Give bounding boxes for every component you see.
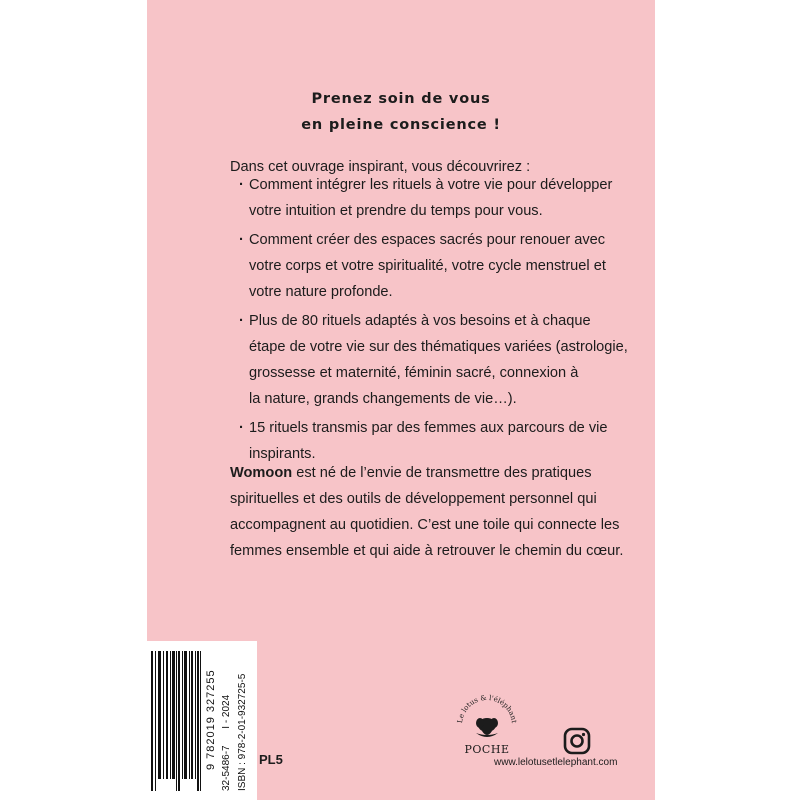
about-line-3: accompagnent au quotidien. C’est une toile qui connecte les [230,517,620,533]
bullet-item [239,172,613,224]
publisher-arc-text: Le lotus & l'éléphant [456,693,518,724]
about-line-1 [230,460,623,486]
price-code: PL5 [259,752,283,767]
product-code-number: 32-5486-7 [221,745,232,791]
bullet-line: inspirants. [249,446,316,462]
barcode-bars [151,651,201,791]
intro-text: Dans cet ouvrage inspirant, vous découvrirez : [230,159,531,175]
headline-line-1: Prenez soin de vous [311,91,491,107]
barcode-label [147,641,257,800]
brand-name: Womoon [230,465,293,481]
bullet-line: étape de votre vie sur des thématiques variées (astrologie, [249,339,628,355]
bullet-line: votre intuition et prendre du temps pour vous. [249,203,543,219]
publisher-website[interactable]: www.lelotusetlelephant.com [494,757,618,768]
about-line-2: spirituelles et des outils de développement personnel qui [230,491,597,507]
publisher-label: POCHE [464,743,510,756]
bullet-line: votre corps et votre spiritualité, votre cycle menstruel et [249,258,606,274]
bullet-line: grossesse et maternité, féminin sacré, connexion à [249,365,579,381]
isbn-number: ISBN : 978-2-01-932725-5 [237,673,248,791]
about-line-1-text: est né de l’envie de transmettre des pratiques [292,465,592,481]
headline-line-2: en pleine conscience ! [301,117,501,133]
bullet-item [239,227,606,305]
bullet-line: · Comment intégrer les rituels à votre vie pour développer [249,177,613,193]
bullet-line: · Plus de 80 rituels adaptés à vos besoins et à chaque [249,313,591,329]
edition-code: I - 2024 [221,694,232,729]
back-cover [147,0,655,800]
product-code [221,649,232,791]
bullet-list [239,172,628,467]
about-paragraph [230,460,623,564]
bullet-line: la nature, grands changements de vie…). [249,391,517,407]
bullet-line: · 15 rituels transmis par des femmes aux parcours de vie [249,420,608,436]
bullet-line: votre nature profonde. [249,284,393,300]
publisher-logo [452,685,522,765]
bullet-item [239,308,628,412]
bullet-line: · Comment créer des espaces sacrés pour renouer avec [249,232,606,248]
instagram-icon[interactable] [563,727,591,755]
headline [147,86,655,138]
lotus-elephant-icon [452,685,522,743]
about-line-4: femmes ensemble et qui aide à retrouver le chemin du cœur. [230,543,624,559]
barcode-digits: 9 782019 327255 [205,669,217,771]
